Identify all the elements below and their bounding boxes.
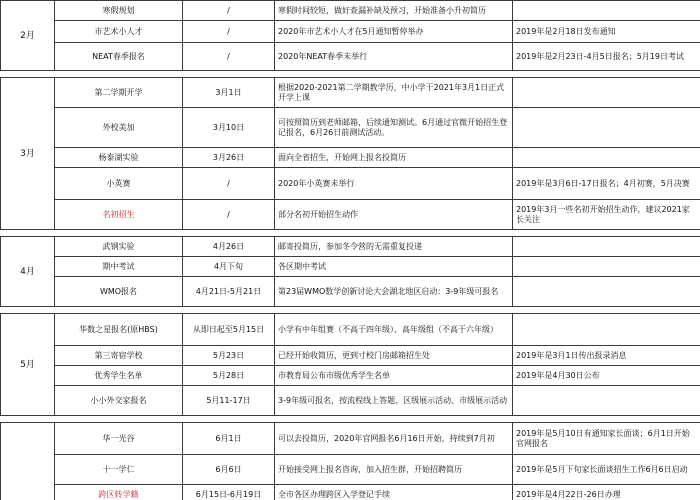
event-note — [513, 237, 700, 257]
event-detail: 寒假时间较短，做好查漏补缺及预习，开始准备小升初简历 — [275, 1, 513, 21]
event-note: 2019年3月一些名初开始招生动作，建议2021家长关注 — [513, 200, 700, 230]
event-note — [513, 386, 700, 416]
month-label — [1, 423, 55, 500]
event-name: 第三寄宿学校 — [55, 346, 183, 366]
table-row — [1, 43, 700, 71]
event-detail: 可以去投简历，2020年官网报名6月16日开始，持续到7月初 — [275, 423, 513, 455]
event-detail: 已经开始收简历，更到寸校门房邮箱招生处 — [275, 346, 513, 366]
event-note — [513, 1, 700, 21]
event-name: 小英赛 — [55, 168, 183, 200]
table-row — [1, 386, 700, 416]
table-row — [1, 1, 700, 21]
event-date: 3月26日 — [183, 148, 275, 168]
event-name: WMO报名 — [55, 277, 183, 307]
event-name: 外校美加 — [55, 108, 183, 148]
event-name: 名初招生 — [55, 200, 183, 230]
event-detail: 部分名初开始招生动作 — [275, 200, 513, 230]
table-row — [1, 21, 700, 43]
section-gap — [1, 71, 700, 78]
event-date: / — [183, 168, 275, 200]
event-date: 5月28日 — [183, 366, 275, 386]
event-name: 市艺术小人才 — [55, 21, 183, 43]
event-note: 2019年是4月22日-26日办理 — [513, 485, 700, 500]
event-date: 从即日起至5月15日 — [183, 314, 275, 346]
table-row — [1, 346, 700, 366]
event-name: 华一光谷 — [55, 423, 183, 455]
event-date: 4月下旬 — [183, 257, 275, 277]
event-note: 2019年是4月30日公布 — [513, 366, 700, 386]
event-name: NEAT春季报名 — [55, 43, 183, 71]
event-date: / — [183, 43, 275, 71]
table-row — [1, 423, 700, 455]
table-row — [1, 485, 700, 500]
event-date: / — [183, 1, 275, 21]
event-date: 6月15日-6月19日 — [183, 485, 275, 500]
event-date: 6月1日 — [183, 423, 275, 455]
event-name: 跨区转学籍 — [55, 485, 183, 500]
event-note: 2019年是5月下旬家长面谈招生工作6月6日启动 — [513, 455, 700, 485]
event-note: 2019年是3月1日传出报录消息 — [513, 346, 700, 366]
month-label: 5月 — [1, 314, 55, 416]
event-note: 2019年是5月10日有通知家长面谈；6月1日开始官网报名 — [513, 423, 700, 455]
event-name: 寒假规划 — [55, 1, 183, 21]
table-row — [1, 314, 700, 346]
table-row — [1, 455, 700, 485]
event-note — [513, 108, 700, 148]
event-date: / — [183, 21, 275, 43]
event-detail: 各区期中考试 — [275, 257, 513, 277]
table-row — [1, 277, 700, 307]
event-note — [513, 257, 700, 277]
month-label: 3月 — [1, 78, 55, 230]
event-detail: 小学有中年组赛（不高于四年级）、高年级组（不高于六年级） — [275, 314, 513, 346]
event-name: 优秀学生名单 — [55, 366, 183, 386]
table-row — [1, 257, 700, 277]
event-name: 杨泰湖实验 — [55, 148, 183, 168]
event-note — [513, 148, 700, 168]
event-note — [513, 314, 700, 346]
section-gap — [1, 230, 700, 237]
event-name: 十一学仁 — [55, 455, 183, 485]
event-detail: 全市各区办理跨区入学登记手续 — [275, 485, 513, 500]
table-row — [1, 148, 700, 168]
event-date: 3月10日 — [183, 108, 275, 148]
section-gap — [1, 416, 700, 423]
event-name: 小小外交家报名 — [55, 386, 183, 416]
event-detail: 开始接受网上报名咨询，加入招生群，开始招聘简历 — [275, 455, 513, 485]
event-detail: 2020年NEAT春季未举行 — [275, 43, 513, 71]
event-date: 5月11-17日 — [183, 386, 275, 416]
event-name: 华数之星报名(原HBS) — [55, 314, 183, 346]
table-row — [1, 108, 700, 148]
section-gap — [1, 307, 700, 314]
event-date: 4月21日-5月21日 — [183, 277, 275, 307]
event-detail: 3-9年级可报名，按流程线上答题、区级展示活动、市级展示活动 — [275, 386, 513, 416]
event-name: 武钢实验 — [55, 237, 183, 257]
event-date: 3月1日 — [183, 78, 275, 108]
event-detail: 2020年小英赛未举行 — [275, 168, 513, 200]
table-row — [1, 200, 700, 230]
event-detail: 2020年市艺术小人才在5月通知暂停举办 — [275, 21, 513, 43]
event-detail: 面向全省招生，开始网上报名投简历 — [275, 148, 513, 168]
table-row — [1, 168, 700, 200]
month-label: 2月 — [1, 1, 55, 71]
event-date: / — [183, 200, 275, 230]
event-date: 6月6日 — [183, 455, 275, 485]
table-row — [1, 366, 700, 386]
event-name: 第二学期开学 — [55, 78, 183, 108]
event-note: 2019年是3月6日-17日报名；4月初赛，5月决赛 — [513, 168, 700, 200]
event-name: 期中考试 — [55, 257, 183, 277]
month-label: 4月 — [1, 237, 55, 307]
event-detail: 根据2020-2021第二学期教学历，中小学于2021年3月1日正式开学上课 — [275, 78, 513, 108]
table-row — [1, 237, 700, 257]
event-note — [513, 78, 700, 108]
event-note: 2019年是2月18日发布通知 — [513, 21, 700, 43]
event-date: 5月23日 — [183, 346, 275, 366]
event-detail: 邮寄投简历，参加冬令营的无需重复投递 — [275, 237, 513, 257]
event-detail: 可按照简历到老师邮箱，后续通知测试。6月通过官微开始招生登记报名，6月26日前测试活动。 — [275, 108, 513, 148]
event-note — [513, 277, 700, 307]
event-note: 2019年是2月23日-4月5日报名；5月19日考试 — [513, 43, 700, 71]
event-detail: 第23届WMO数学创新讨论大会湖北地区启动：3-9年级可报名 — [275, 277, 513, 307]
table-row — [1, 78, 700, 108]
event-detail: 市教育局公布市级优秀学生名单 — [275, 366, 513, 386]
event-date: 4月26日 — [183, 237, 275, 257]
